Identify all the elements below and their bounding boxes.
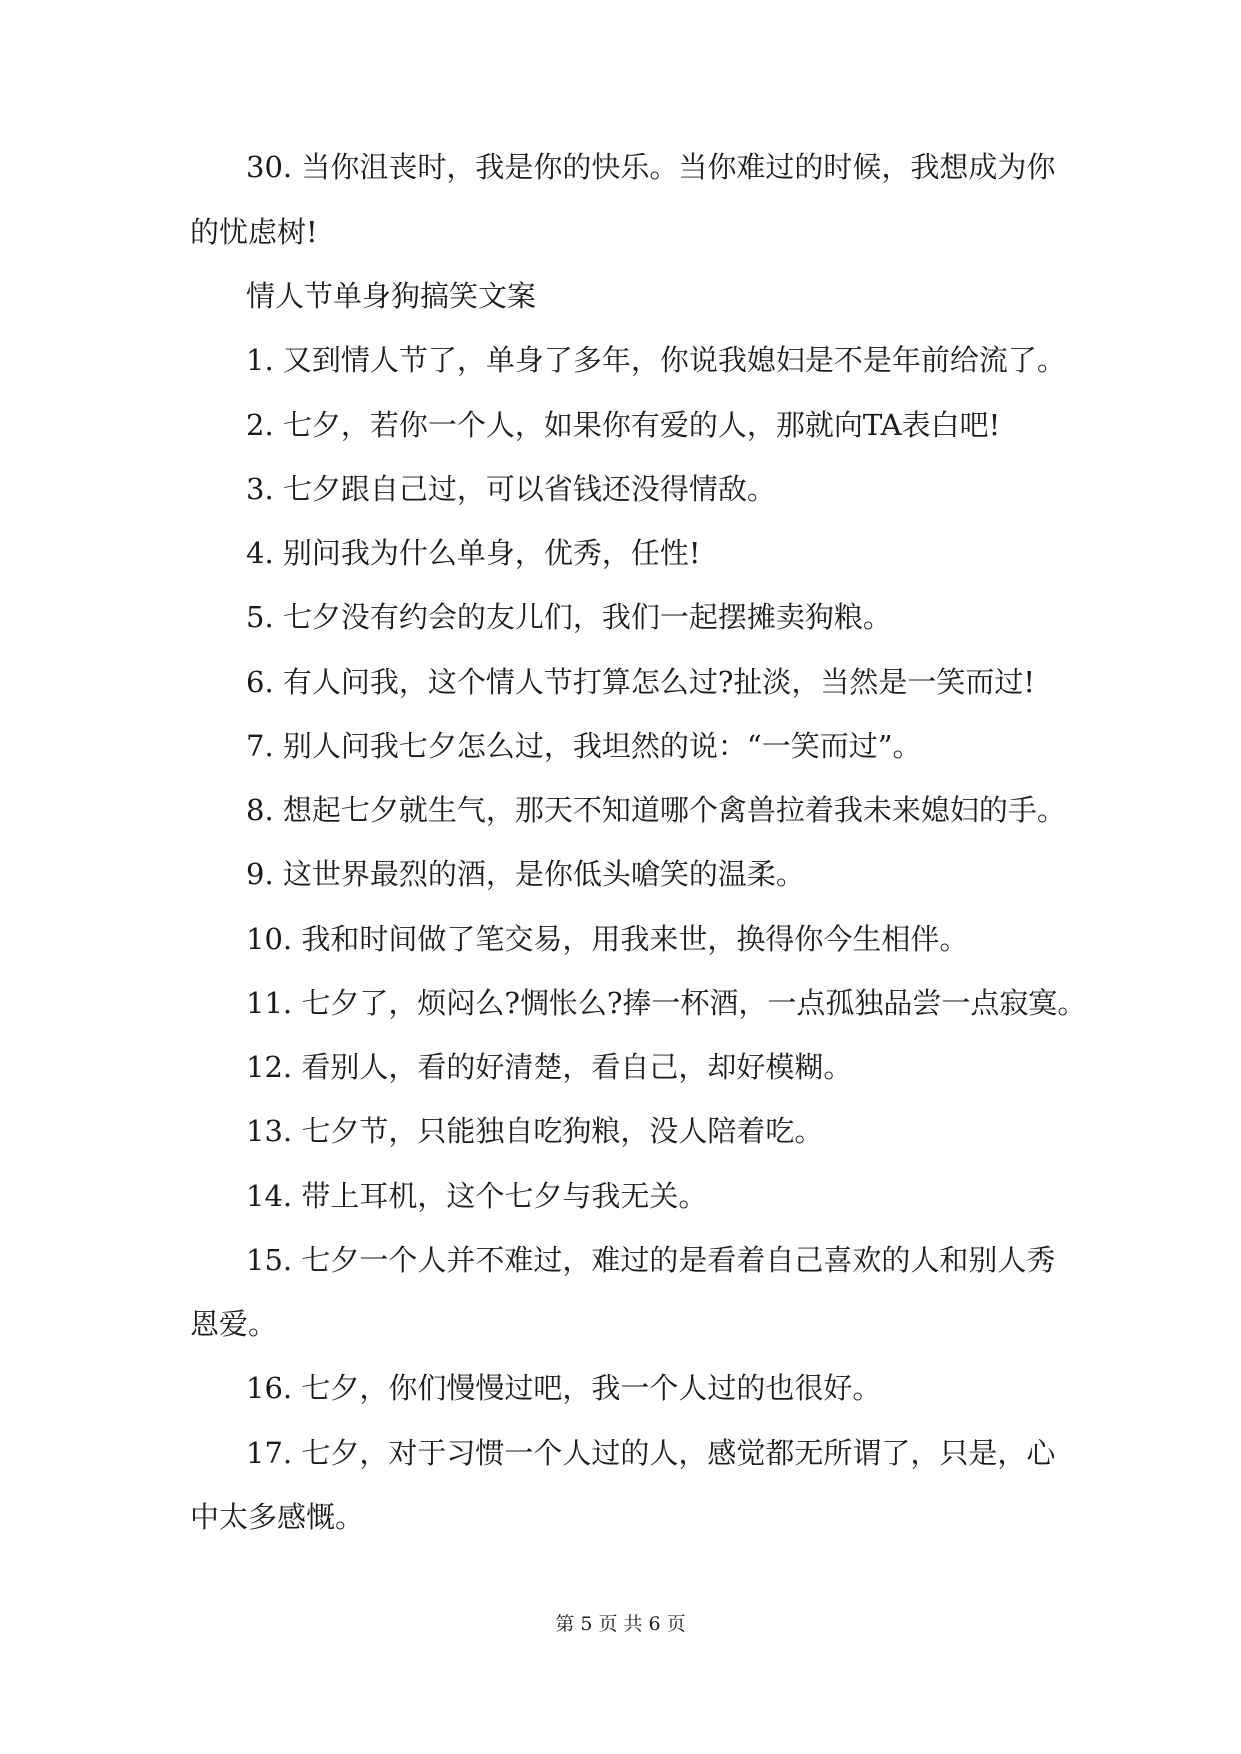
list-item-5: 5. 七夕没有约会的友儿们，我们一起摆摊卖狗粮。	[246, 600, 892, 634]
list-item-8: 8. 想起七夕就生气，那天不知道哪个禽兽拉着我未来媳妇的手。	[246, 793, 1066, 827]
list-item-14: 14. 带上耳机，这个七夕与我无关。	[246, 1179, 708, 1213]
list-item-7: 7. 别人问我七夕怎么过，我坦然的说：“一笑而过”。	[246, 729, 922, 763]
section-heading: 情人节单身狗搞笑文案	[246, 279, 537, 313]
paragraph-30-line-1: 30. 当你沮丧时，我是你的快乐。当你难过的时候，我想成为你	[246, 150, 1056, 184]
list-item-4: 4. 别问我为什么单身，优秀，任性!	[246, 536, 701, 570]
paragraph-30-line-2: 的忧虑树!	[190, 215, 318, 249]
list-item-12: 12. 看别人，看的好清楚，看自己，却好模糊。	[246, 1050, 853, 1084]
list-item-11: 11. 七夕了，烦闷么?惆怅么?捧一杯酒，一点孤独品尝一点寂寞。	[246, 986, 1087, 1020]
list-item-15-line-2: 恩爱。	[190, 1307, 278, 1341]
list-item-16: 16. 七夕，你们慢慢过吧，我一个人过的也很好。	[246, 1371, 882, 1405]
list-item-3: 3. 七夕跟自己过，可以省钱还没得情敌。	[246, 472, 776, 506]
list-item-1: 1. 又到情人节了，单身了多年，你说我媳妇是不是年前给流了。	[246, 343, 1066, 377]
list-item-9: 9. 这世界最烈的酒，是你低头嗆笑的温柔。	[246, 857, 805, 891]
list-item-10: 10. 我和时间做了笔交易，用我来世，换得你今生相伴。	[246, 922, 969, 956]
list-item-6: 6. 有人问我，这个情人节打算怎么过?扯淡，当然是一笑而过!	[246, 665, 1036, 699]
list-item-2: 2. 七夕，若你一个人，如果你有爱的人，那就向TA表白吧!	[246, 408, 1001, 442]
list-item-13: 13. 七夕节，只能独自吃狗粮，没人陪着吃。	[246, 1114, 824, 1148]
page-number-footer: 第 5 页 共 6 页	[555, 1613, 686, 1635]
list-item-17-line-1: 17. 七夕，对于习惯一个人过的人，感觉都无所谓了，只是，心	[246, 1436, 1056, 1470]
list-item-15-line-1: 15. 七夕一个人并不难过，难过的是看着自己喜欢的人和别人秀	[246, 1243, 1056, 1277]
list-item-17-line-2: 中太多感慨。	[190, 1500, 365, 1534]
